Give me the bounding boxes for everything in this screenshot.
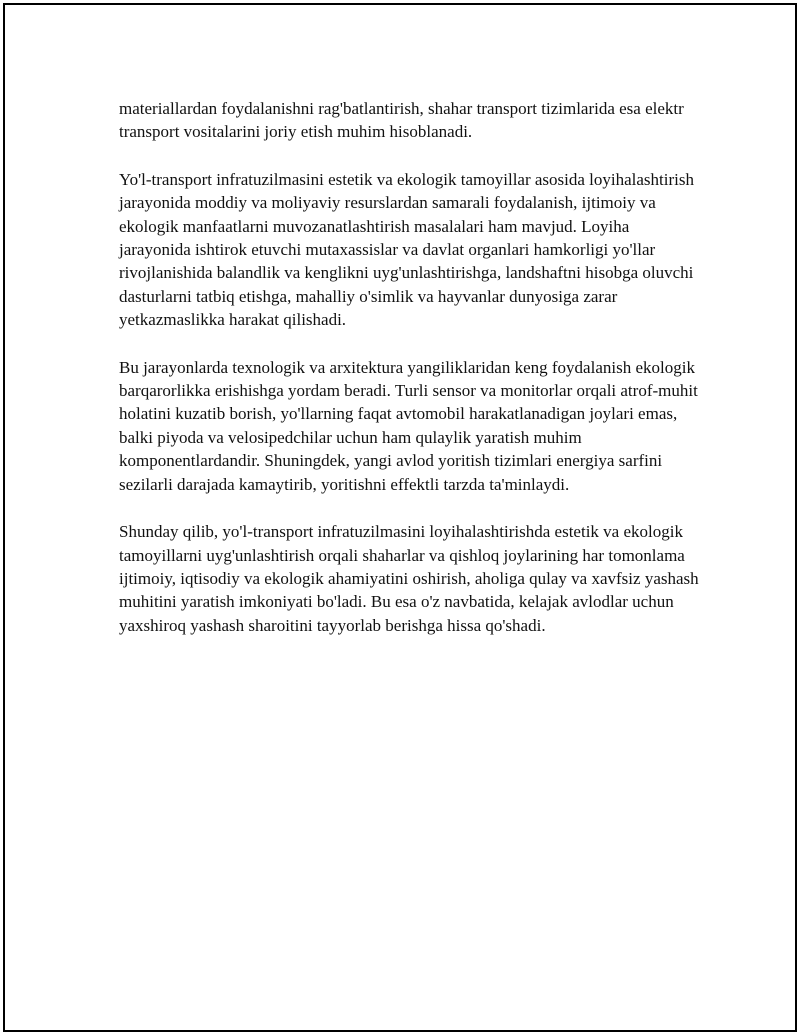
document-page bbox=[3, 3, 797, 1032]
paragraph-3: Bu jarayonlarda texnologik va arxitektura yangiliklaridan keng foydalanish ekologik barqarorlikka erishishga yordam beradi. Turli sensor va monitorlar orqali atrof-muhit holatini kuzatib borish, yo'llarning faqat avtomobil harakatlanadigan joylari emas, balki piyoda va velosipedchilar uchun ham qulaylik yaratish muhim komponentlardandir. Shuningdek, yangi avlod yoritish tizimlari energiya sarfini sezilarli darajada kamaytirib, yoritishni effektli tarzda ta'minlaydi. bbox=[119, 357, 698, 494]
paragraph-1: materiallardan foydalanishni rag'batlantirish, shahar transport tizimlarida esa elektr transport vositalarini joriy etish muhim hisoblanadi. bbox=[119, 99, 684, 142]
paragraph-2: Yo'l-transport infratuzilmasini estetik va ekologik tamoyillar asosida loyihalashtirish jarayonida moddiy va moliyaviy resurslardan samarali foydalanish, ijtimoiy va ekologik manfaatlarni muvozanatlashtirish masalalari ham mavjud. Loyiha jarayonida ishtirok etuvchi mutaxassislar va davlat organlari hamkorligi yo'llar rivojlanishida balandlik va kenglikni uyg'unlashtirishga, landshaftni hisobga oluvchi dasturlarni tatbiq etishga, mahalliy o'simlik va hayvanlar dunyosiga zarar yetkazmaslikka harakat qilishadi. bbox=[119, 169, 694, 330]
paragraph-4: Shunday qilib, yo'l-transport infratuzilmasini loyihalashtirishda estetik va ekologik tamoyillarni uyg'unlashtirish orqali shaharlar va qishloq joylarining har tomonlama ijtimoiy, iqtisodiy va ekologik ahamiyatini oshirish, aholiga qulay va xavfsiz yashash muhitini yaratish imkoniyati bo'ladi. Bu esa o'z navbatida, kelajak avlodlar uchun yaxshiroq yashash sharoitini tayyorlab berishga hissa qo'shadi. bbox=[119, 522, 699, 635]
document-body bbox=[119, 97, 699, 661]
